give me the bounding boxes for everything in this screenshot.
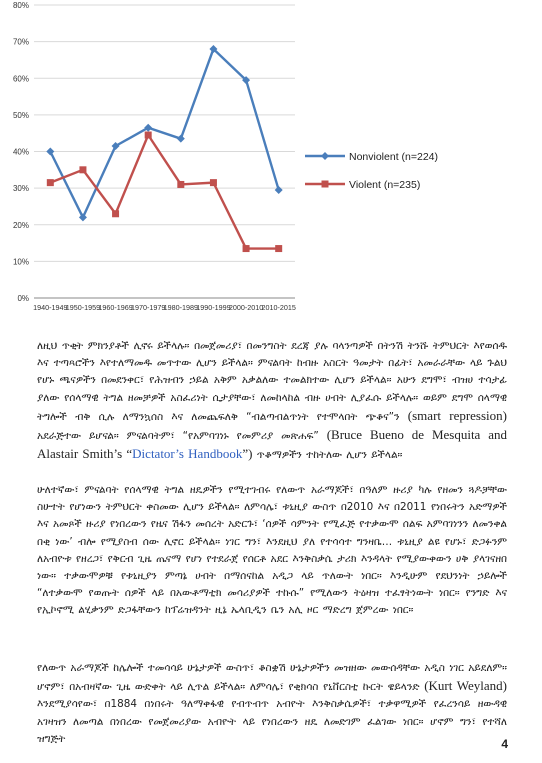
data-point — [145, 132, 152, 139]
paragraph-3 — [37, 660, 507, 748]
x-tick-label: 1960-1969 — [98, 303, 133, 312]
x-tick-label: 1980-1989 — [163, 303, 198, 312]
paragraph-3-text-2: እንደሚያሳየው፣ በ1884 በነበሩት ዓለማቀፋዊ የብጥብጥ አብዮት እንቅስቃሴዎች፣ ተቃዋሚዎች የፈረንሳይ ዘውዳዊ አገዛዝን ለመጣል በነበረው የመጀመሪያው አብዮት ላይ የነበረውን ዘዴ ለመድገም ፈልገው ነበር። ሆኖም ግን፣ የተሻለ ዝግጅት — [37, 698, 507, 745]
data-point — [210, 179, 217, 186]
y-tick-label: 0% — [17, 294, 29, 303]
y-tick-label: 40% — [12, 147, 29, 157]
x-tick-label: 1950-1959 — [65, 303, 101, 312]
page-number: 4 — [501, 737, 508, 751]
chart-series — [46, 45, 282, 252]
y-tick-label: 80% — [12, 1, 29, 10]
data-point — [275, 245, 282, 252]
data-point — [79, 166, 86, 173]
data-point — [275, 186, 283, 194]
paragraph-2: ሁለተኛው፣ ምናልባት የሰላማዊ ትግል ዘዴዎችን የሚተገብሩ የለውጥ አራማጆች፣ በዓለም ዙሪያ ካሉ የዘመን ጓዶቻቸው ስሁተት የሆነውን ትምህርት ቀስመው ሊሆን ይችላል። ለምሳሌ፣ ቱኒዚያ ውስጥ በ2010 እና በ2011 የነበሩትን አድማዎች እና አመጾች ዙሪያ የነበረውን የዜና ሽፋን መሰረት አድርጉ፣ ‘ሰዎች ሳምንት የሚፈጅ የተቃውሞ ሰልፍ አምባገነንን ለመንቀል በቂ ነው’ ብሎ የሚያስብ ሰው ሊኖር ይችላል። ነገር ግን፣ እንደዚህ ያለ የተሳሳተ ግንዛቤ… ቱኒዚያ ልዩ የሆኑ፣ ድጋፉንም ለአብዮቱ የዘረጋ፣ የቅርብ ጊዜ ጤናማ የሆነ የተደራጀ የሰርቶ አደር እንቅስቃሴ ታሪክ እንዳላት የሚያውቀውን ሀቅ ያላገናዘበ ነው። ተቃውሞዎቹ የቱኒዚያን ምጣኔ ሀብት በማሰናከል አዲጋ ላይ ጥለውት ነበር። እንዲሁም የደህንነት ኃይሎች “ለተቃውሞ የወጡት ሰዎች ላይ በአውቶማቲክ መሳሪያዎች ተኩሱ” የሚለውን ትዕዛዝ ተፈፃትነውት ነበር። የንግድ እና የኢኮኖሚ ልሂቃንም ድጋፋቸውን ከፕሬዝዳንት ዚኔ ኤላቢዲን ቤን አሊ ዞር ማድረግ ጀምረው ነበር። — [37, 484, 507, 617]
data-point — [177, 181, 184, 188]
y-tick-label: 10% — [12, 257, 29, 267]
x-tick-label: 2000-2010 — [228, 303, 264, 312]
x-tick-label: 2010-2015 — [261, 303, 296, 312]
x-tick-label: 1990-1999 — [196, 303, 231, 312]
y-tick-label: 70% — [12, 37, 29, 47]
data-point — [79, 213, 87, 221]
data-point — [243, 245, 250, 252]
y-tick-label: 20% — [12, 220, 29, 230]
legend-label: Violent (n=235) — [349, 179, 421, 191]
legend-label: Nonviolent (n=224) — [349, 151, 439, 163]
x-tick-label: 1970-1979 — [131, 303, 166, 312]
book-authors: (Bruce Bueno de Mesquita and Alastair Smith’s “ — [37, 427, 507, 462]
paragraph-3-text: የለውጥ አራማጆች ከሌሎች ተመሳሳይ ሁኔታዎች ውስጥ፣ ቆስቋሽ ሁኔታዎችን መዝዘው መውሰዳቸው አዲስ ነገር አይደለም። ሆኖም፣ በአብዛኛው ጊዜ ውድቀት ላይ ሊጥል ይችላል። ለምሳሌ፣ የቂክሳስ የኒቨርስቲ ኩርት ዌይላንድ — [37, 662, 507, 694]
x-tick-label: 1940-1949 — [33, 303, 68, 312]
chart-legend — [305, 151, 438, 191]
y-tick-label: 30% — [12, 184, 29, 194]
dictators-handbook-link[interactable]: Dictator’s Handbook — [132, 446, 243, 462]
paragraph-1-text: ለዚህ ጥቂት ምክንያቶች ሊኖሩ ይችላሉ። በመጀመሪያ፣ በመንግስት ደረጃ ያሉ ባላንጣዎች በትንሽ ትንሹ ትምህርት እየወሰዱ እና ተጣጻሮችን እየተለማመዱ መጥተው ሊሆን ይችላል። ምናልባት ከብዙ አስርት ዓመታት በፊት፣ አመራራቸው ላይ ጉልህ የሆኑ ጫናዎችን በመደንቀር፣ የሕዝብን ኃይል አቅም አቃልለው ተመልክተው ሊሆን ይችላል። አሁን ደግሞ፣ ብዝሀ ተሳታፊ ያለው የሰላማዊ ትግል ዘመቻዎች አስፈሪነት ሲታያቸው፣ ለመከላከል ብዙ ሀብት ሊያፈሱ ይችላሉ። ወይም ደግሞ ሰላማዊ ትግሎች ብቅ ሲሉ ለማንኳሰስ እና ለመጨፍለቅ “ብልጣብልጥነት የተሞላበት ጭቆና”ን — [37, 340, 507, 423]
series-line — [50, 135, 278, 249]
series-line — [50, 49, 278, 217]
paragraph-1-text-2: አደራጅተው ይሆናል። ምናልባትም፣ “የአምባገነኑ የመምሪያ መጽሐፍ” — [37, 430, 327, 443]
data-point — [112, 210, 119, 217]
legend-marker — [321, 152, 329, 160]
y-tick-label: 50% — [12, 110, 29, 120]
paragraph-1 — [37, 338, 507, 464]
y-tick-label: 60% — [12, 74, 29, 84]
book-close-quote: ”) — [242, 446, 253, 462]
data-point — [177, 135, 185, 143]
line-chart — [0, 0, 542, 320]
smart-repression-term: (smart repression) — [407, 407, 507, 423]
data-point — [47, 179, 54, 186]
data-point — [46, 148, 54, 156]
legend-marker — [322, 181, 329, 188]
y-axis-ticks — [13, 1, 29, 303]
x-axis-ticks — [33, 303, 296, 312]
chart-grid — [34, 5, 295, 298]
kurt-weyland-name: (Kurt Weyland) — [424, 678, 507, 694]
paragraph-1-text-3: ጥቆማዎችን ተከትለው ሊሆን ይችላል። — [252, 449, 403, 462]
